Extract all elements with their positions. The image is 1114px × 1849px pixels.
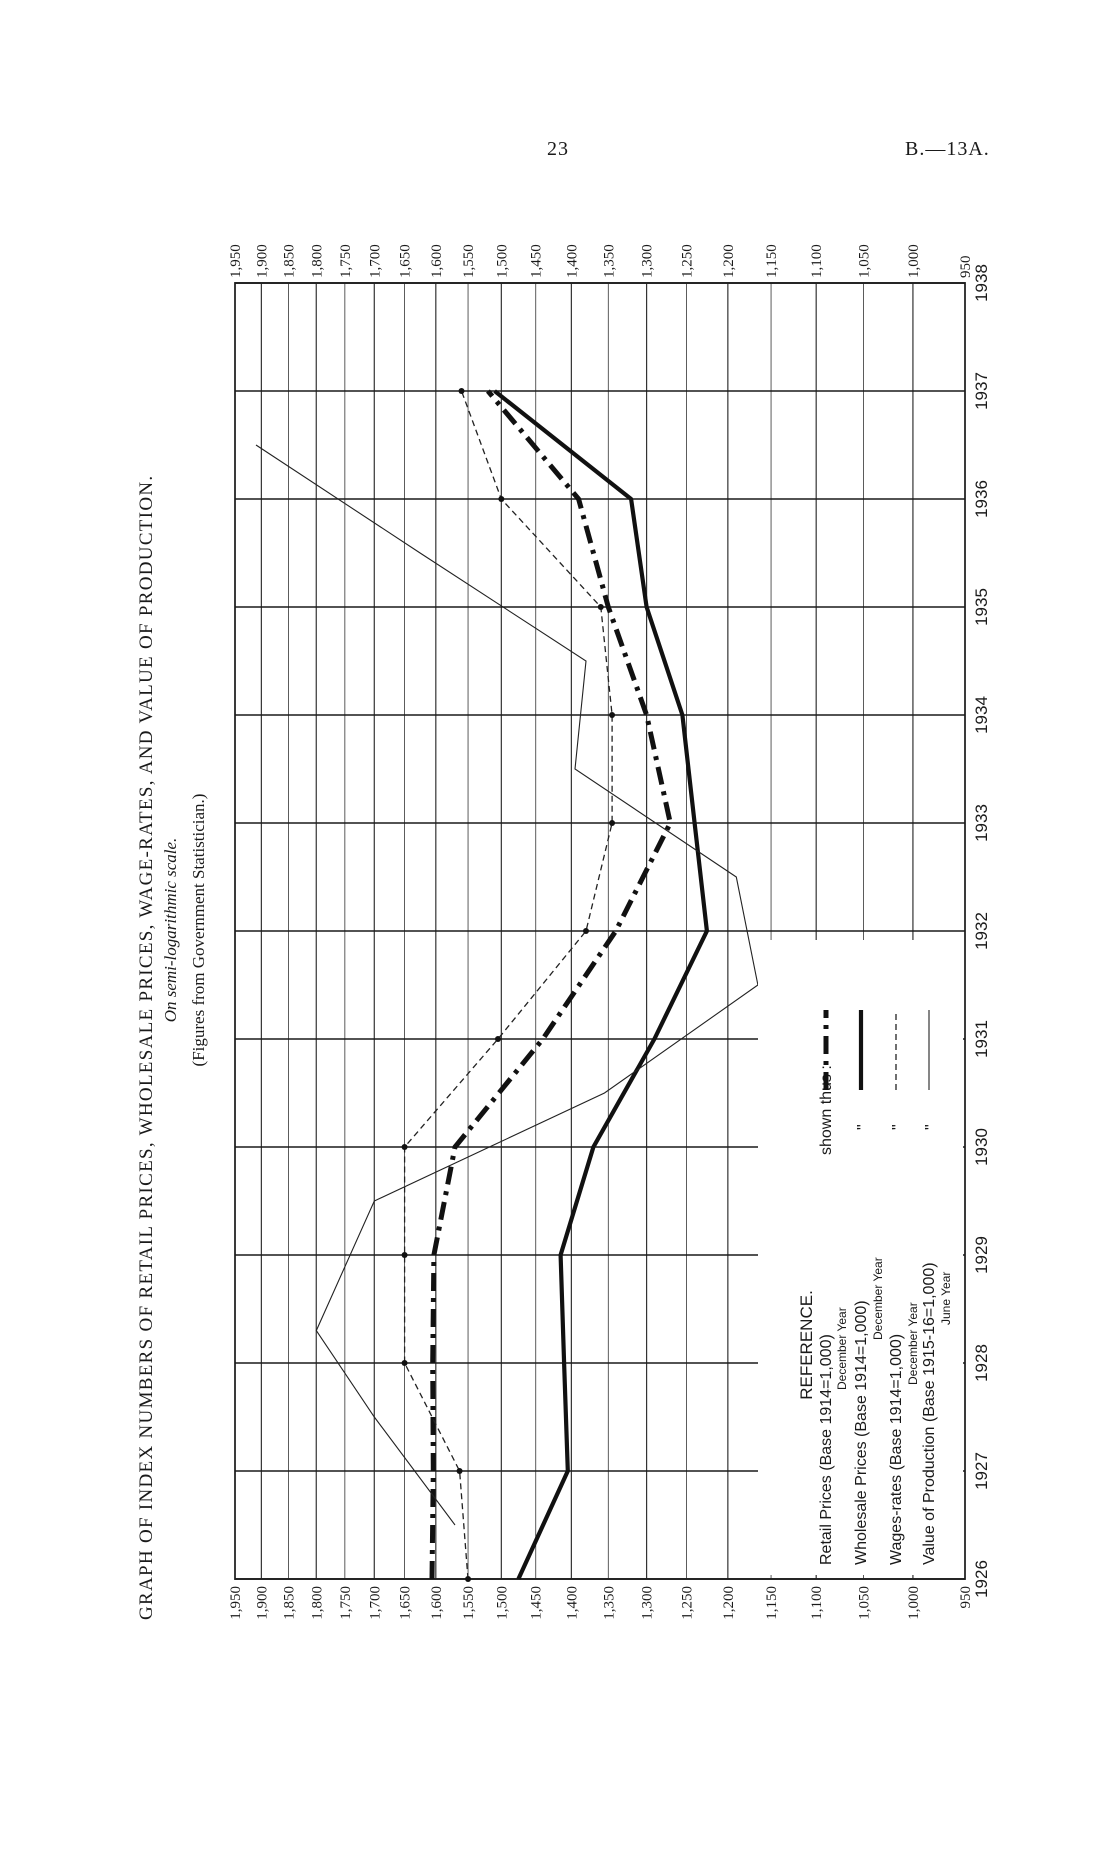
value-tick-label: 1,150 (764, 1586, 781, 1620)
data-point-wage-rates (609, 820, 615, 826)
value-tick-label: 1,150 (764, 244, 781, 278)
value-tick-label: 1,650 (397, 1586, 414, 1620)
legend-note-retail: December Year (835, 1307, 849, 1390)
chart-subtitle: On semi-logarithmic scale. (161, 837, 180, 1023)
value-tick-label: 1,750 (337, 1586, 354, 1620)
legend-label-retail: Retail Prices (Base 1914=1,000) (818, 1334, 835, 1565)
value-tick-label: 1,100 (809, 244, 826, 278)
value-tick-label: 1,200 (720, 1586, 737, 1620)
value-tick-label: 1,650 (397, 244, 414, 278)
year-tick-label: 1935 (972, 588, 991, 626)
value-tick-label: 1,800 (309, 1586, 326, 1620)
page-number: 23 (547, 138, 569, 160)
value-tick-label: 1,350 (601, 244, 618, 278)
value-tick-label: 1,800 (309, 244, 326, 278)
value-tick-label: 1,500 (494, 244, 511, 278)
value-tick-label: 1,200 (720, 244, 737, 278)
data-point-wage-rates (495, 1036, 501, 1042)
value-tick-label: 1,700 (367, 244, 384, 278)
year-tick-label: 1933 (972, 804, 991, 842)
value-tick-label: 1,400 (564, 1586, 581, 1620)
value-tick-label: 1,000 (905, 244, 922, 278)
year-tick-label: 1937 (972, 372, 991, 410)
legend-label-production: Value of Production (Base 1915-16=1,000) (921, 1262, 938, 1565)
value-tick-label: 1,250 (679, 244, 696, 278)
year-tick-label: 1938 (972, 264, 991, 302)
legend-note-wages: December Year (906, 1302, 920, 1385)
data-point-wage-rates (457, 1468, 463, 1474)
value-tick-label: 1,950 (228, 1586, 244, 1620)
year-tick-label: 1927 (972, 1452, 991, 1490)
value-tick-label: 1,300 (639, 244, 656, 278)
year-tick-label: 1930 (972, 1128, 991, 1166)
year-tick-label: 1936 (972, 480, 991, 518)
value-tick-label: 1,100 (809, 1586, 826, 1620)
value-tick-label: 1,000 (905, 1586, 922, 1620)
legend-label-wholesale: Wholesale Prices (Base 1914=1,000) (853, 1300, 870, 1565)
value-tick-label: 1,500 (494, 1586, 511, 1620)
year-tick-label: 1928 (972, 1344, 991, 1382)
value-tick-label: 1,450 (528, 244, 545, 278)
document-reference: B.—13A. (905, 138, 990, 160)
value-tick-label: 1,850 (281, 244, 298, 278)
value-tick-label: 950 (958, 255, 974, 278)
value-tick-label: 1,300 (639, 1586, 656, 1620)
legend-title: REFERENCE. (797, 1290, 816, 1400)
legend-note-wholesale: December Year (871, 1257, 885, 1340)
value-tick-label: 1,400 (564, 244, 581, 278)
value-tick-label: 1,550 (461, 1586, 478, 1620)
legend-ditto-production: " (923, 1124, 940, 1130)
value-tick-label: 1,550 (461, 244, 478, 278)
year-tick-label: 1934 (972, 696, 991, 734)
legend-shown-thus: shown thus : (818, 1065, 835, 1155)
value-tick-label: 1,600 (428, 244, 445, 278)
value-tick-label: 1,900 (254, 244, 271, 278)
legend (758, 940, 963, 1575)
value-tick-label: 1,900 (254, 1586, 271, 1620)
titles (136, 475, 208, 1620)
chart-source: (Figures from Government Statistician.) (189, 793, 208, 1067)
value-tick-label: 1,050 (856, 1586, 873, 1620)
data-point-wage-rates (609, 712, 615, 718)
chart-title: GRAPH OF INDEX NUMBERS OF RETAIL PRICES, WHOLESALE PRICES, WAGE-RATES, AND VALUE OF PRODUCTION. (136, 474, 157, 1620)
data-point-wage-rates (583, 928, 589, 934)
data-point-wage-rates (459, 388, 465, 394)
value-tick-label: 1,450 (528, 1586, 545, 1620)
value-tick-label: 1,700 (367, 1586, 384, 1620)
data-point-wage-rates (402, 1252, 408, 1258)
legend-label-wages: Wages-rates (Base 1914=1,000) (888, 1333, 905, 1565)
legend-note-production: June Year (939, 1271, 953, 1325)
data-point-wage-rates (598, 604, 604, 610)
series-line-wholesale-prices (495, 391, 707, 1579)
value-tick-label: 1,600 (428, 1586, 445, 1620)
value-tick-label: 1,850 (281, 1586, 298, 1620)
value-tick-label: 950 (958, 1586, 974, 1609)
series (256, 391, 758, 1579)
year-tick-label: 1926 (972, 1560, 991, 1598)
value-tick-label: 1,950 (228, 244, 244, 278)
data-point-wage-rates (498, 496, 504, 502)
value-tick-label: 1,250 (679, 1586, 696, 1620)
data-point-wage-rates (402, 1144, 408, 1150)
data-point-wage-rates (402, 1360, 408, 1366)
legend-ditto-wages: " (890, 1124, 907, 1130)
data-point-wage-rates (465, 1576, 471, 1582)
markers (402, 388, 615, 1582)
value-tick-label: 1,350 (601, 1586, 618, 1620)
year-tick-label: 1929 (972, 1236, 991, 1274)
value-tick-label: 1,050 (856, 244, 873, 278)
year-tick-label: 1931 (972, 1020, 991, 1058)
year-tick-label: 1932 (972, 912, 991, 950)
legend-ditto-wholesale: " (855, 1124, 872, 1130)
value-tick-label: 1,750 (337, 244, 354, 278)
